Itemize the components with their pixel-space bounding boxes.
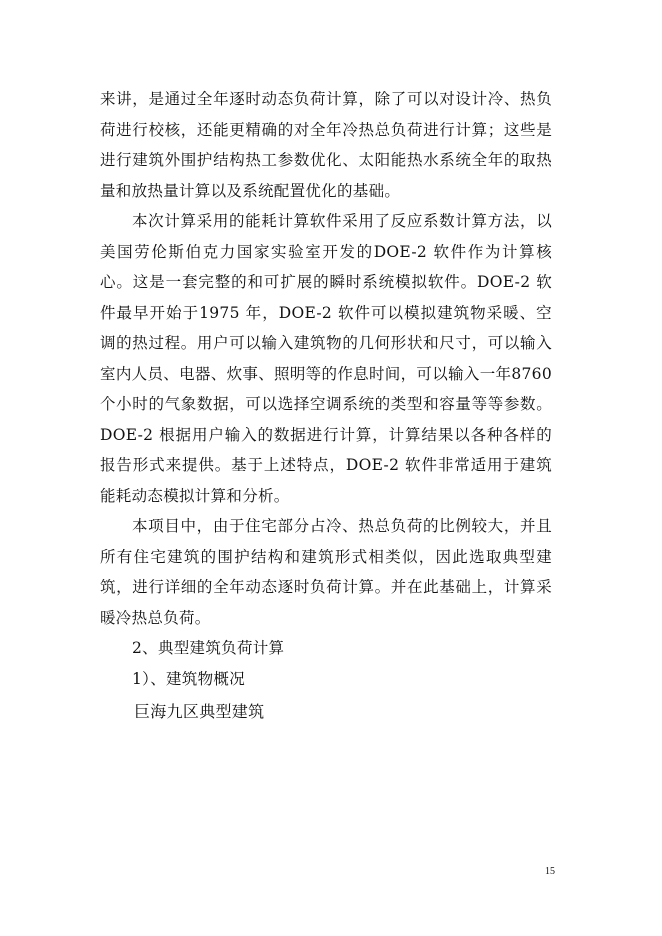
- subsection-heading: 1）、建筑物概况: [132, 669, 246, 688]
- building-caption: 巨海九区典型建筑: [134, 702, 265, 721]
- body-text: [100, 84, 552, 728]
- paragraph-project: 本项目中，由于住宅部分占冷、热总负荷的比例较大，并且所有住宅建筑的围护结构和建筑形式相类似，因此选取典型建筑，进行详细的全年动态逐时负荷计算。并在此基础上，计算采暖冷热总负荷。: [100, 517, 552, 627]
- section-heading: 2、典型建筑负荷计算: [132, 639, 285, 657]
- paragraph-continuation: 来讲，是通过全年逐时动态负荷计算，除了可以对设计冷、热负荷进行校核，还能更精确的对全年冷热总负荷进行计算；这些是进行建筑外围护结构热工参数优化、太阳能热水系统全年的取热量和放热量计算以及系统配置优化的基础。: [100, 90, 552, 200]
- page-number: 15: [545, 866, 555, 877]
- paragraph-software: 本次计算采用的能耗计算软件采用了反应系数计算方法，以美国劳伦斯伯克力国家实验室开发的DOE-2 软件作为计算核心。这是一套完整的和可扩展的瞬时系统模拟软件。DOE-2 软件最早开始于1975 年，DOE-2 软件可以模拟建筑物采暖、空调的热过程。用户可以输入建筑物的几何形状和尺寸，可以输入室内人员、电器、炊事、照明等的作息时间，可以输入一年8760 个小时的气象数据，可以选择空调系统的类型和容量等等参数。DOE-2 根据用户输入的数据进行计算，计算结果以各种各样的报告形式来提供。基于上述特点，DOE-2 软件非常适用于建筑能耗动态模拟计算和分析。: [100, 212, 552, 505]
